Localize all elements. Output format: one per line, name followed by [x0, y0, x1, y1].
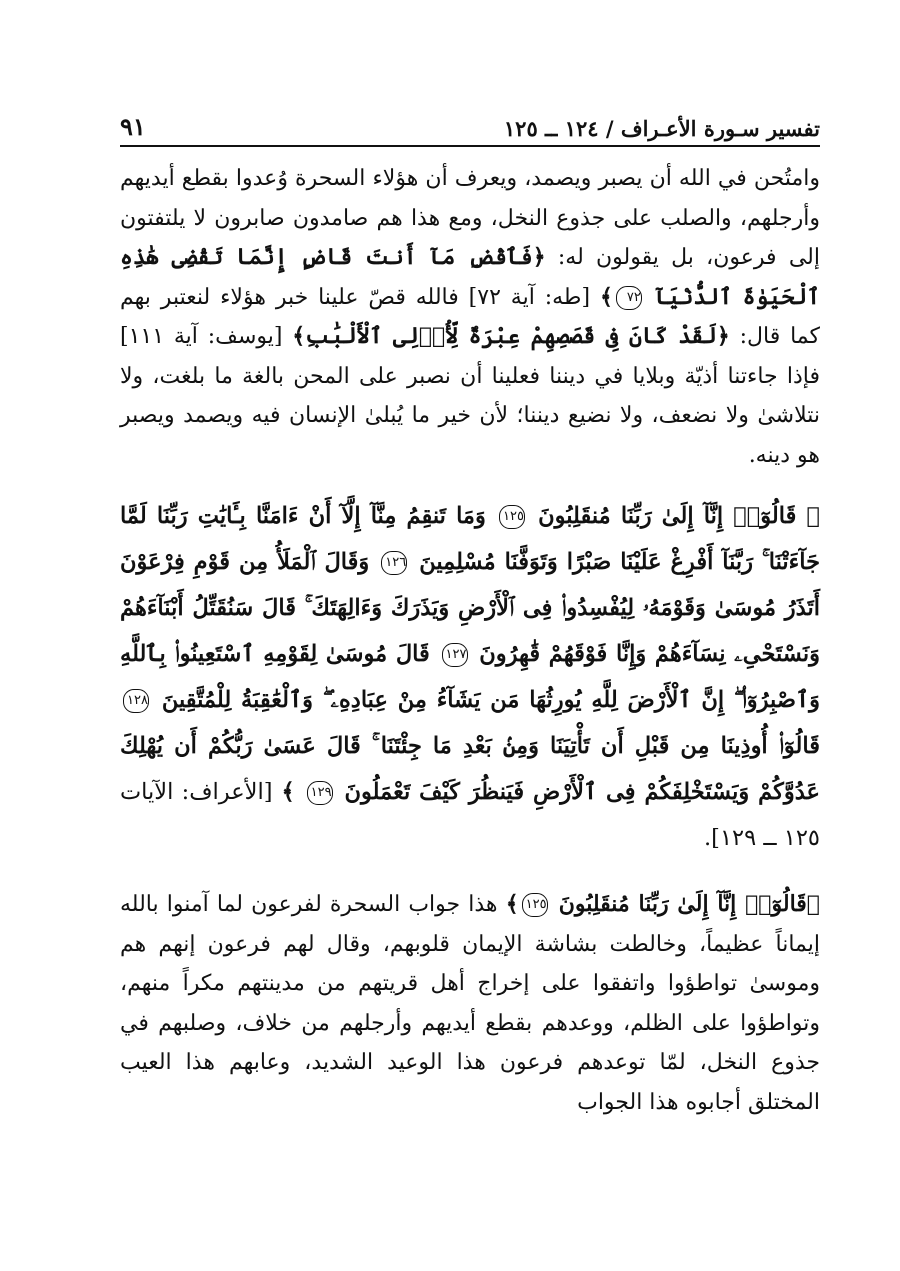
ornate-bracket-open: ﴿ [532, 244, 546, 270]
ornate-bracket-open: ﴿ [716, 323, 730, 349]
ayah-128: قَالَ مُوسَىٰ لِقَوْمِهِ ٱسْتَعِينُوا۟ بِٱللَّهِ وَٱصْبِرُوٓا۟ ۖ إِنَّ ٱلْأَرْضَ لِلَّهِ يُورِثُهَا مَن يَشَآءُ مِنْ عِبَادِهِۦ ۖ وَٱلْعَٰقِبَةُ لِلْمُتَّقِينَ [120, 641, 820, 713]
verse-reference-yusuf: [يوسف: آية ١١١] [120, 324, 283, 349]
ayah-125: قَالُوٓا۟ إِنَّآ إِلَىٰ رَبِّنَا مُنقَلِبُونَ [538, 503, 797, 529]
tafsir-paragraph [120, 885, 820, 1122]
book-page [120, 105, 820, 1225]
tafsir-verse-quote: قَالُوٓا۟ إِنَّآ إِلَىٰ رَبِّنَا مُنقَلِبُونَ [558, 891, 807, 917]
verse-quote-taha: فَٱقْضِ مَآ أَنتَ قَاضٍ إِنَّمَا تَقْضِى هَٰذِهِ ٱلْحَيَوٰةَ ٱلدُّنْيَآ [120, 244, 820, 310]
quran-verses-block [120, 493, 820, 861]
ayah-number-marker: ٧٢ [616, 286, 642, 310]
ayah-number-marker: ١٢٩ [307, 781, 333, 805]
verse-reference-taha: [طه: آية ٧٢] [468, 284, 591, 310]
ornate-bracket-close: ﴾ [505, 891, 519, 917]
verse-reference-araf: [الأعراف: الآيات ١٢٥ ــ ١٢٩]. [120, 779, 820, 851]
ornate-bracket-close: ﴾ [292, 323, 306, 349]
running-title: تفسير سـورة الأعـراف / ١٢٤ ــ ١٢٥ [503, 116, 820, 141]
ayah-129: قَالُوٓا۟ أُوذِينَا مِن قَبْلِ أَن تَأْتِيَنَا وَمِنۢ بَعْدِ مَا جِئْتَنَا ۚ قَالَ عَسَىٰ رَبُّكُمْ أَن يُهْلِكَ عَدُوَّكُمْ وَيَسْتَخْلِفَكُمْ فِى ٱلْأَرْضِ فَيَنظُرَ كَيْفَ تَعْمَلُونَ [120, 733, 820, 805]
running-header [120, 105, 820, 147]
ayah-number-marker: ١٢٧ [442, 643, 468, 667]
intro-sentence-2: فالله قصّ علينا خبر هؤلاء لنعتبر بهم كما قال: [120, 284, 820, 349]
ayah-number-marker: ١٢٨ [123, 689, 149, 713]
ayah-number-marker: ١٢٦ [381, 551, 407, 575]
verse-quote-yusuf: لَقَدْ كَانَ فِى قَصَصِهِمْ عِبْرَةٌ لِّأُو۟لِى ٱلْأَلْبَٰبِ [305, 323, 717, 349]
intro-paragraph [120, 159, 820, 475]
intro-sentence-1: وامتُحن في الله أن يصبر ويصمد، ويعرف أن هؤلاء السحرة وُعدوا بقطع أيديهم وأرجلهم، والصلب على جذوع النخل، ومع هذا هم صامدون صابرون لا يلتفتون إلى فرعون، بل يقولون له: [120, 166, 820, 270]
ornate-bracket-close: ﴾ [599, 283, 613, 310]
ornate-bracket-open: ﴿ [806, 891, 820, 917]
tafsir-text: هذا جواب السحرة لفرعون لما آمنوا بالله إيماناً عظيماً، وخالطت بشاشة الإيمان قلوبهم، وقال لهم فرعون إنهم هم وموسىٰ تواطؤوا واتفقوا على إخراج أهل قريتهم من مدينتهم مكراً منهم، وتواطؤوا على الظلم، ووعدهم بقطع أيديهم وأرجلهم من خلاف، وصلبهم في جذوع النخل، لمّا توعدهم فرعون هذا الوعيد الشديد، وعابهم هذا العيب المختلق أجابوه هذا الجواب [120, 892, 820, 1115]
ayah-number-marker: ١٢٥ [499, 505, 525, 529]
ayah-number-marker: ١٢٥ [522, 893, 548, 917]
ornate-bracket-close: ﴾ [281, 779, 295, 805]
intro-sentence-3: فإذا جاءتنا أذيّة وبلايا في ديننا فعلينا أن نصبر على المحن بالغة ما بلغت، ولا نتلاشىٰ ولا نضعف، ولا نضيع ديننا؛ لأن خير ما يُبلىٰ الإنسان فيه ويصمد ويصبر هو دينه. [120, 363, 820, 468]
ayah-127: وَقَالَ ٱلْمَلَأُ مِن قَوْمِ فِرْعَوْنَ أَتَذَرُ مُوسَىٰ وَقَوْمَهُۥ لِيُفْسِدُوا۟ فِى ٱلْأَرْضِ وَيَذَرَكَ وَءَالِهَتَكَ ۚ قَالَ سَنُقَتِّلُ أَبْنَآءَهُمْ وَنَسْتَحْىِۦ نِسَآءَهُمْ وَإِنَّا فَوْقَهُمْ قَٰهِرُونَ [120, 549, 820, 667]
ayah-126: وَمَا تَنقِمُ مِنَّآ إِلَّآ أَنْ ءَامَنَّا بِـَٔايَٰتِ رَبِّنَا لَمَّا جَآءَتْنَا ۚ رَبَّنَآ أَفْرِغْ عَلَيْنَا صَبْرًا وَتَوَفَّنَا مُسْلِمِينَ [120, 503, 820, 575]
ornate-bracket-open: ﴿ [806, 503, 820, 529]
page-number: ٩١ [120, 112, 146, 141]
